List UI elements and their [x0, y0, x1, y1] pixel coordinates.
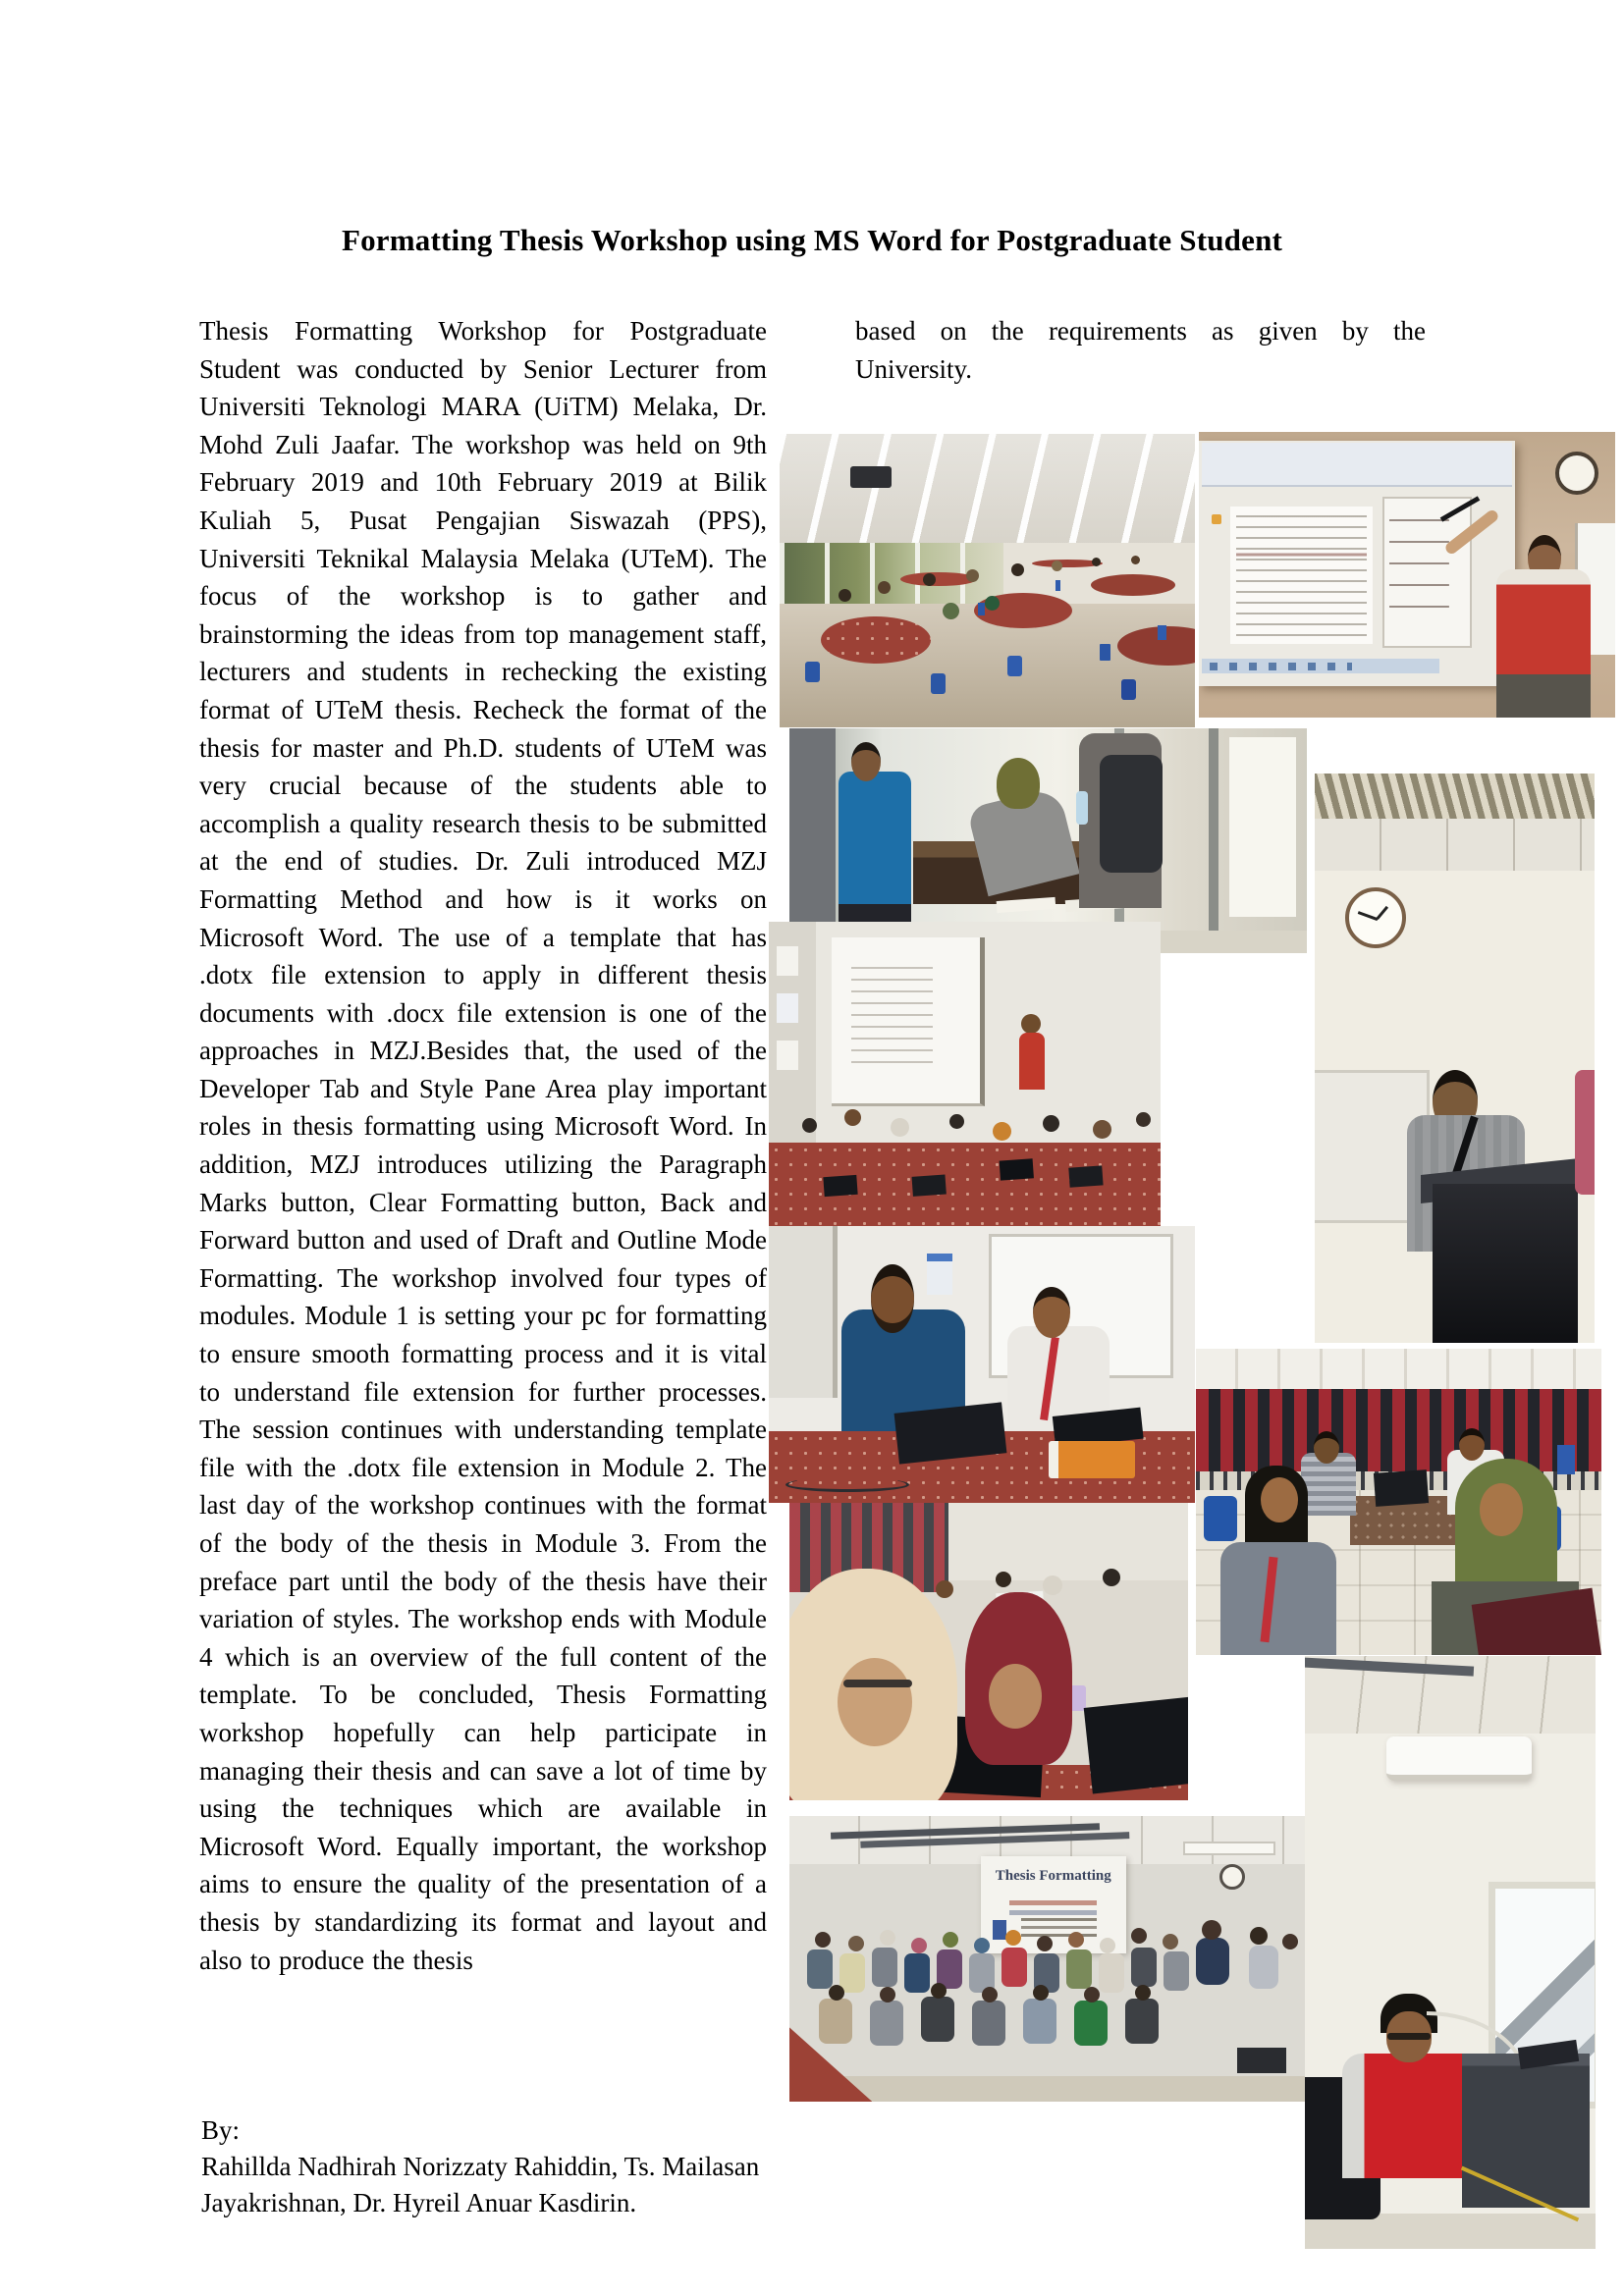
back-wall [948, 1503, 1188, 1580]
standing-row-heads [815, 1932, 831, 1948]
background-participants [996, 1572, 1011, 1587]
air-conditioner [1386, 1736, 1532, 1781]
wall-clock-icon [1345, 887, 1406, 948]
water-bottle [1076, 791, 1088, 825]
clock-hand [1358, 911, 1378, 921]
fluorescent-light [1315, 774, 1595, 819]
windows-taskbar [1202, 659, 1439, 673]
woman-maroon-hijab-face [989, 1664, 1042, 1729]
standing-presenter-head [1021, 1014, 1041, 1034]
photo-red-shirt-presenter [1305, 1656, 1596, 2249]
projection-screen [832, 937, 986, 1106]
laptop [1374, 1469, 1429, 1507]
wall-clock-icon [1555, 452, 1598, 495]
photo-classroom-overview [780, 434, 1195, 727]
body-text-right-column: based on the requirements as given by the University. [855, 316, 1426, 384]
slide-logo [993, 1920, 1006, 1940]
signing-participant-hijab [997, 758, 1040, 809]
woman-grey-polo [1220, 1542, 1336, 1655]
standing-row-participants [807, 1949, 833, 1989]
seated-row-participants [819, 1999, 852, 2044]
word-document [1230, 507, 1373, 644]
stacked-banquet-chairs [1196, 1389, 1601, 1481]
glasses-icon [1387, 2033, 1431, 2040]
photo-laptops-foreground [789, 1503, 1188, 1800]
photo-classroom-screen [769, 922, 1161, 1229]
byline [201, 2112, 879, 2221]
wall-sign [927, 1254, 952, 1295]
backpack [1100, 755, 1163, 872]
round-tables [821, 616, 931, 664]
seated-row-heads [829, 1985, 844, 2001]
photo-two-participants [769, 1226, 1195, 1503]
page-title: Formatting Thesis Workshop using MS Word for Postgraduate Student [341, 222, 1283, 257]
projector-icon [850, 466, 892, 488]
cables [785, 1477, 909, 1492]
ceiling-light [1183, 1842, 1275, 1855]
clock-hand [1377, 906, 1389, 920]
speaker-box [1237, 2048, 1286, 2073]
slide-title-text: Thesis Formatting [995, 1867, 1111, 1884]
ceiling-lights [780, 434, 1195, 552]
man-blue-polo-head [851, 742, 881, 781]
woman-green-hijab-face [1480, 1483, 1523, 1536]
ribbon-icons [1212, 514, 1221, 524]
participants [839, 589, 851, 602]
byline-label: By: [201, 2115, 241, 2145]
window-frame [769, 1226, 838, 1398]
seated-man-striped-head [1314, 1431, 1339, 1464]
photo-podium-speaker [1315, 774, 1595, 1343]
byline-authors: Rahillda Nadhirah Norizzaty Rahiddin, Ts. Mailasan Jayakrishnan, Dr. Hyreil Anuar Kasdirin. [201, 2152, 760, 2217]
door-frames [1209, 728, 1218, 953]
podium [1433, 1184, 1578, 1343]
word-ribbon [1202, 443, 1512, 487]
wall-clock-icon [1219, 1864, 1245, 1890]
woman-cream-hijab-face [838, 1658, 912, 1746]
presenter-trousers [1496, 674, 1591, 718]
wall-posters [777, 946, 798, 976]
photo-group-table [1196, 1349, 1601, 1655]
window-strip [780, 543, 1003, 605]
laptops [823, 1175, 857, 1197]
woman-grey-polo-face [1261, 1477, 1298, 1522]
blue-chairs [1204, 1496, 1237, 1541]
photo-registration [789, 728, 1307, 953]
slide-subtitle-bars [1009, 1900, 1097, 1905]
presenter-red-polo [1496, 569, 1591, 678]
a4-paper-box [1049, 1441, 1135, 1478]
glasses-icon [843, 1680, 912, 1687]
man-blue-polo [839, 772, 911, 911]
podium [1462, 2054, 1590, 2208]
bystander [789, 728, 836, 953]
photo-word-projection [1199, 432, 1615, 718]
styles-pane [1382, 497, 1472, 648]
bystander-edge [1575, 1070, 1595, 1196]
participants-heads [802, 1118, 817, 1133]
ceiling-tiles [1315, 819, 1595, 870]
blue-chairs [805, 662, 820, 682]
glass-doors [1229, 737, 1297, 917]
standing-presenter-red [1019, 1033, 1045, 1090]
participant-white-tshirt-head [1033, 1287, 1070, 1338]
slide-text-lines [1021, 1918, 1097, 1921]
projection-screen [1199, 441, 1515, 686]
back-wall [1196, 1349, 1601, 1392]
body-text-left-column: Thesis Formatting Workshop for Postgraduate Student was conducted by Senior Lecturer from Universiti Teknologi MARA (UiTM) Melaka, Dr. Mohd Zuli Jaafar. The workshop was held on 9th February 2019 and 10th February 2019 at Bilik Kuliah 5, Pusat Pengajian Siswazah (PPS), Universiti Teknikal Malaysia Melaka (UTeM). The focus of the workshop is to gather and brainstorming the ideas from top management staff, lecturers and students in rechecking the existing format of UTeM thesis. Recheck the format of the thesis for master and Ph.D. students of UTeM was very crucial because of the students able to accomplish a quality research thesis to be submitted at the end of studies. Dr. Zuli introduced MZJ Formatting Method and how is it works on Microsoft Word. The use of a template that has .dotx file extension to apply in different thesis documents with .docx file extension is one of the approaches in MZJ.Besides that, the used of the Developer Tab and Style Pane Area play important roles in thesis formatting using Microsoft Word. In addition, MZJ introduces utilizing the Paragraph Marks button, Clear Formatting button, Back and Forward button and used of Draft and Outline Mode Formatting. The workshop involved four types of modules. Module 1 is setting your pc for formatting to ensure smooth formatting process and it is vital to understand file extension for further processes. The session continues with understanding template file with the .dotx file extension in Module 2. The last day of the workshop continues with the format of the body of the thesis in Module 3. From the preface part until the body of the thesis have their variation of styles. The workshop ends with Module 4 which is an overview of the full content of the template. To be concluded, Thesis Formatting workshop hopefully can help participate in managing their thesis and can save a lot of time by using the techniques which are available in Microsoft Word. Equally important, the workshop aims to ensure the quality of the presentation of a thesis by standardizing its format and layout and also to produce the thesis [199, 316, 767, 1975]
back-wall [1003, 543, 1195, 608]
projected-slide [981, 1856, 1126, 1953]
acer-laptop [1084, 1696, 1188, 1793]
photo-group-photo [789, 1816, 1307, 2102]
